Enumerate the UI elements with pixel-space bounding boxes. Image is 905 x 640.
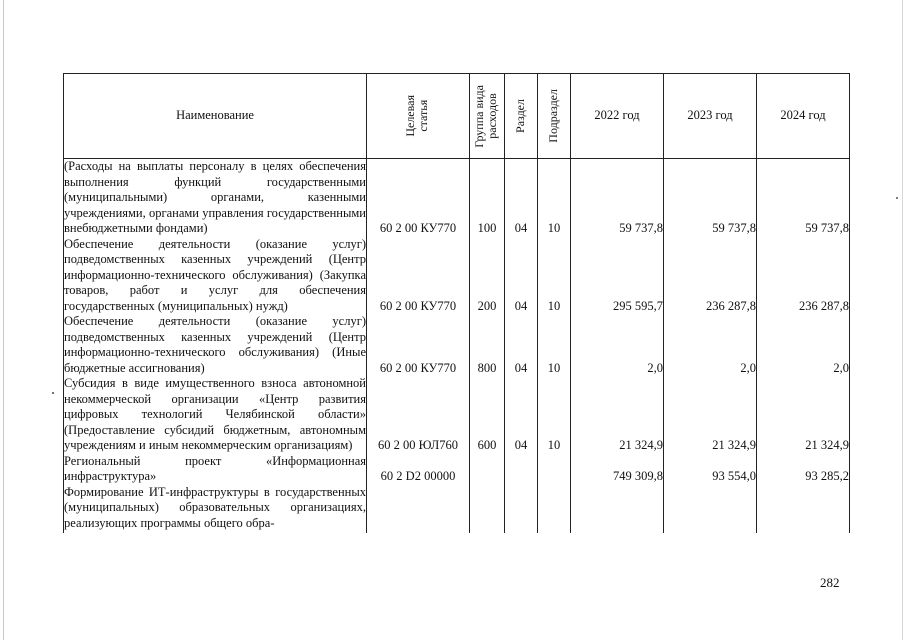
row-target-article: 60 2 00 КУ770 [367,159,470,237]
budget-table [63,73,850,533]
row-target-article [367,485,470,533]
page-number: 282 [820,575,840,590]
header-2024: 2024 год [757,74,850,159]
row-2023: 59 737,8 [664,159,757,237]
row-2024: 93 285,2 [757,454,850,485]
row-target-article: 60 2 00 ЮЛ760 [367,376,470,454]
row-expense-group [470,454,505,485]
row-target-article: 60 2 00 КУ770 [367,314,470,376]
row-2022: 749 309,8 [571,454,664,485]
header-section: Раздел [505,74,538,159]
row-target-article: 60 2 D2 00000 [367,454,470,485]
row-expense-group: 800 [470,314,505,376]
row-subsection: 10 [538,237,571,315]
row-2023: 21 324,9 [664,376,757,454]
table-header-row [64,74,850,159]
row-expense-group: 100 [470,159,505,237]
row-2023: 93 554,0 [664,454,757,485]
row-name: Формирование ИТ-инфраструктуры в государственных (муниципальных) образовательных организациях, реализующих программы общего обра- [64,485,367,533]
row-2022: 295 595,7 [571,237,664,315]
row-2022 [571,485,664,533]
row-name: (Расходы на выплаты персоналу в целях обеспечения выполнения функций государственными (муниципальными) органами, казенными учреждениями, органами управления государственными внебюджетными фондами) [64,159,366,235]
row-2022: 59 737,8 [571,159,664,237]
row-expense-group: 200 [470,237,505,315]
table-row [64,159,850,237]
row-section: 04 [505,314,538,376]
row-subsection [538,454,571,485]
scan-edge-right [902,0,903,640]
row-2023 [664,485,757,533]
row-2023: 236 287,8 [664,237,757,315]
header-2023: 2023 год [664,74,757,159]
row-2024: 236 287,8 [757,237,850,315]
row-name: Обеспечение деятельности (оказание услуг) подведомственных казенных учреждений (Центр информационно-технического обслуживания) (Иные бюджетные ассигнования) [64,314,366,375]
table-row [64,376,850,454]
row-section: 04 [505,159,538,237]
row-name: Субсидия в виде имущественного взноса автономной некоммерческой организации «Центр развития цифровых технологий Челябинской области» (Предоставление субсидий бюджетным, автономным учреждениям и иным некоммерческим организациям) [64,376,366,452]
row-2024: 2,0 [757,314,850,376]
row-section: 04 [505,237,538,315]
table-row [64,485,850,533]
row-name: Обеспечение деятельности (оказание услуг) подведомственных казенных учреждений (Центр информационно-технического обслуживания) (Закупка товаров, работ и услуг для обеспечения государственных (муниципальных) нужд) [64,236,366,313]
row-expense-group: 600 [470,376,505,454]
table-row [64,314,850,376]
row-subsection: 10 [538,376,571,454]
row-expense-group [470,485,505,533]
row-name: Региональный проект «Информационная инфраструктура» [64,453,366,483]
scan-edge-left [3,0,4,640]
row-2024: 59 737,8 [757,159,850,237]
scan-speck [896,197,898,199]
header-subsection: Подраздел [538,74,571,159]
row-2022: 21 324,9 [571,376,664,454]
row-section [505,485,538,533]
row-2023: 2,0 [664,314,757,376]
row-subsection: 10 [538,159,571,237]
row-section: 04 [505,376,538,454]
header-2022: 2022 год [571,74,664,159]
table-row [64,454,850,485]
row-2022: 2,0 [571,314,664,376]
row-2024 [757,485,850,533]
row-subsection: 10 [538,314,571,376]
row-2024: 21 324,9 [757,376,850,454]
header-name: Наименование [64,74,367,159]
table-row [64,237,850,315]
row-subsection [538,485,571,533]
row-target-article: 60 2 00 КУ770 [367,237,470,315]
header-expense-group: Группа вида расходов [470,74,505,159]
header-target-article: Целевая статья [367,74,470,159]
row-section [505,454,538,485]
scan-speck [52,392,54,394]
